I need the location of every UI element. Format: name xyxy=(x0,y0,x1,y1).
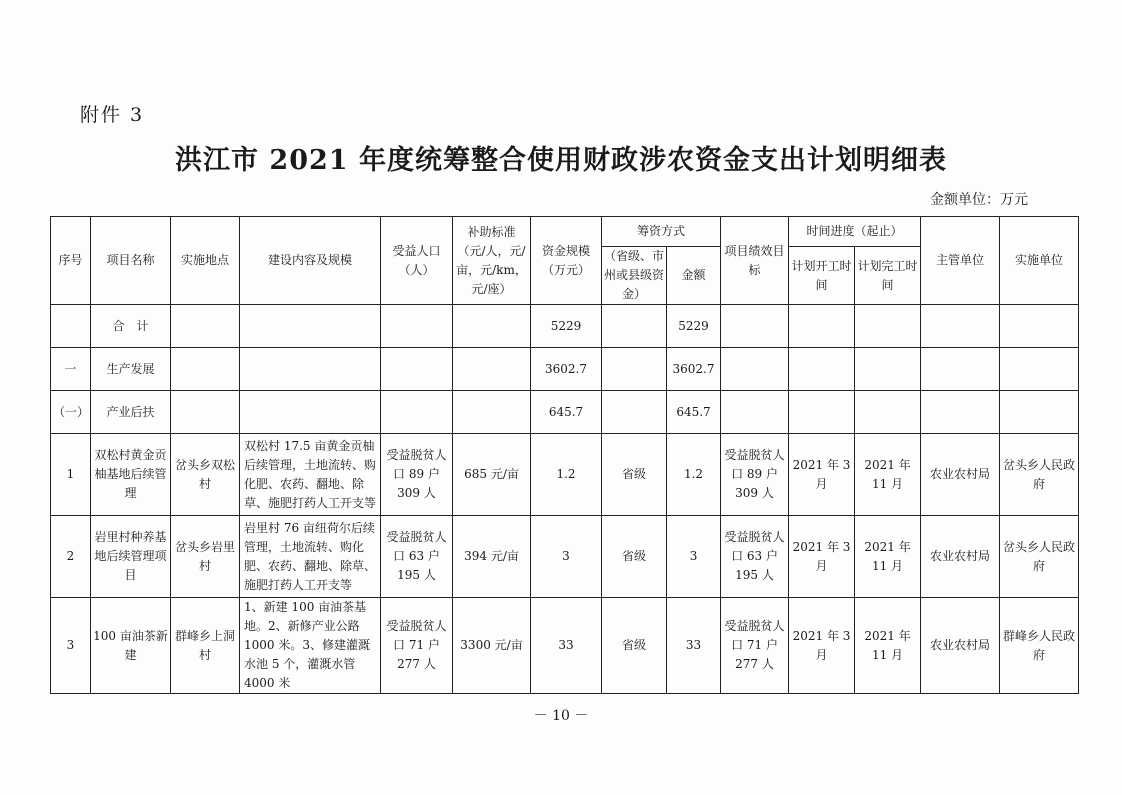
cell-end: 2021 年 11 月 xyxy=(855,434,921,516)
cell-end: 2021 年 11 月 xyxy=(855,516,921,598)
cell-funding-amount: 3 xyxy=(667,516,721,598)
cell-goal: 受益脱贫人口 89 户 309 人 xyxy=(721,434,789,516)
cell-fund: 3 xyxy=(531,516,602,598)
cell-start: 2021 年 3 月 xyxy=(789,434,855,516)
header-funding-level: （省级、市州或县级资金） xyxy=(602,247,667,305)
page-title: 洪江市 2021 年度统筹整合使用财政涉农资金支出计划明细表 xyxy=(175,145,947,176)
cell-end: 2021 年 11 月 xyxy=(855,598,921,694)
table-row xyxy=(51,598,1079,694)
summary-seq: 一 xyxy=(51,348,91,391)
cell-competent-unit: 农业农村局 xyxy=(921,598,1000,694)
summary-fund: 3602.7 xyxy=(531,348,602,391)
header-competent-unit: 主管单位 xyxy=(921,217,1000,305)
cell-funding-amount: 1.2 xyxy=(667,434,721,516)
cell-funding-amount: 33 xyxy=(667,598,721,694)
cell-beneficiaries: 受益脱贫人口 63 户 195 人 xyxy=(381,516,453,598)
cell-fund: 1.2 xyxy=(531,434,602,516)
cell-location: 群峰乡上洞村 xyxy=(171,598,240,694)
cell-content: 双松村 17.5 亩黄金贡柚后续管理，土地流转、购化肥、农药、翻地、除草、施肥打药人工开支等 xyxy=(240,434,381,516)
cell-seq: 3 xyxy=(51,598,91,694)
cell-beneficiaries: 受益脱贫人口 71 户 277 人 xyxy=(381,598,453,694)
summary-amount: 3602.7 xyxy=(667,348,721,391)
cell-implementing-unit: 群峰乡人民政府 xyxy=(1000,598,1079,694)
cell-competent-unit: 农业农村局 xyxy=(921,434,1000,516)
header-funding-amount: 金额 xyxy=(667,247,721,305)
summary-row-total xyxy=(51,305,1079,348)
cell-start: 2021 年 3 月 xyxy=(789,516,855,598)
table-row xyxy=(51,516,1079,598)
cell-content: 岩里村 76 亩纽荷尔后续管理，土地流转、购化肥、农药、翻地、除草、施肥打药人工开支等 xyxy=(240,516,381,598)
header-seq: 序号 xyxy=(51,217,91,305)
header-performance-goal: 项目绩效目标 xyxy=(721,217,789,305)
header-subsidy-standard: 补助标准（元/人，元/亩，元/km，元/座） xyxy=(453,217,531,305)
cell-location: 岔头乡双松村 xyxy=(171,434,240,516)
cell-beneficiaries: 受益脱贫人口 89 户 309 人 xyxy=(381,434,453,516)
attachment-label: 附件 3 xyxy=(80,104,145,126)
header-project-name: 项目名称 xyxy=(91,217,171,305)
summary-amount: 5229 xyxy=(667,305,721,348)
cell-seq: 1 xyxy=(51,434,91,516)
cell-goal: 受益脱贫人口 71 户 277 人 xyxy=(721,598,789,694)
amount-unit: 金额单位：万元 xyxy=(930,192,1028,208)
cell-funding-level: 省级 xyxy=(602,598,667,694)
cell-content: 1、新建 100 亩油茶基地。2、新修产业公路 1000 米。3、修建灌溉水池 5 个，灌溉水管 4000 米 xyxy=(240,598,381,694)
header-implementing-unit: 实施单位 xyxy=(1000,217,1079,305)
summary-fund: 645.7 xyxy=(531,391,602,434)
summary-amount: 645.7 xyxy=(667,391,721,434)
header-planned-end: 计划完工时间 xyxy=(855,247,921,305)
summary-seq: （一） xyxy=(51,391,91,434)
cell-project-name: 双松村黄金贡柚基地后续管理 xyxy=(91,434,171,516)
header-funding-method: 筹资方式 xyxy=(602,217,721,247)
cell-subsidy: 685 元/亩 xyxy=(453,434,531,516)
summary-name: 生产发展 xyxy=(91,348,171,391)
header-schedule: 时间进度（起止） xyxy=(789,217,921,247)
expenditure-table xyxy=(50,216,1079,694)
summary-fund: 5229 xyxy=(531,305,602,348)
table-row xyxy=(51,434,1079,516)
cell-implementing-unit: 岔头乡人民政府 xyxy=(1000,516,1079,598)
cell-funding-level: 省级 xyxy=(602,434,667,516)
cell-seq: 2 xyxy=(51,516,91,598)
page-number: － 10 － xyxy=(533,708,589,724)
header-location: 实施地点 xyxy=(171,217,240,305)
cell-implementing-unit: 岔头乡人民政府 xyxy=(1000,434,1079,516)
cell-subsidy: 3300 元/亩 xyxy=(453,598,531,694)
cell-subsidy: 394 元/亩 xyxy=(453,516,531,598)
cell-fund: 33 xyxy=(531,598,602,694)
cell-goal: 受益脱贫人口 63 户 195 人 xyxy=(721,516,789,598)
cell-competent-unit: 农业农村局 xyxy=(921,516,1000,598)
cell-location: 岔头乡岩里村 xyxy=(171,516,240,598)
cell-project-name: 岩里村种养基地后续管理项目 xyxy=(91,516,171,598)
summary-name: 合 计 xyxy=(91,305,171,348)
summary-name: 产业后扶 xyxy=(91,391,171,434)
summary-row-production xyxy=(51,348,1079,391)
cell-project-name: 100 亩油茶新建 xyxy=(91,598,171,694)
cell-start: 2021 年 3 月 xyxy=(789,598,855,694)
header-content: 建设内容及规模 xyxy=(240,217,381,305)
cell-funding-level: 省级 xyxy=(602,516,667,598)
summary-seq xyxy=(51,305,91,348)
header-planned-start: 计划开工时间 xyxy=(789,247,855,305)
header-beneficiaries: 受益人口（人） xyxy=(381,217,453,305)
header-fund-scale: 资金规模（万元） xyxy=(531,217,602,305)
summary-row-industry xyxy=(51,391,1079,434)
